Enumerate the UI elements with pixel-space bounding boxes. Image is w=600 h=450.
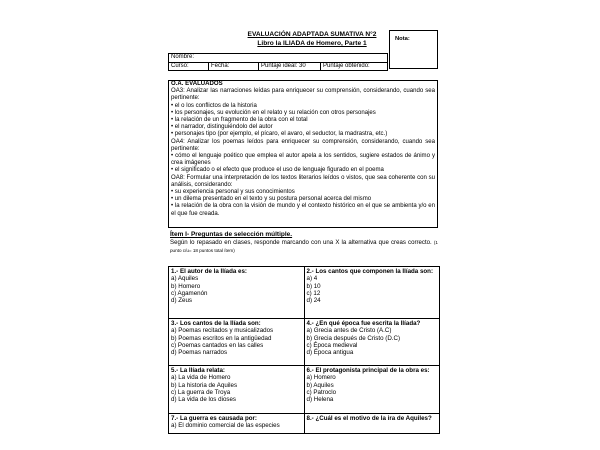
answer-option[interactable]: c) Patroclo (306, 388, 337, 396)
question-text: 5.- La Ilíada relata: (171, 367, 225, 374)
answer-option[interactable]: a) Grecia antes de Cristo (A.C) (306, 327, 392, 335)
course-label: Curso: (171, 62, 189, 69)
question-text: 3.- Los cantos de la Ilíada son: (171, 320, 261, 327)
obtained-score-label: Puntaje obtenido: (323, 62, 370, 69)
question-text: 2.- Los cantos que componen la Ilíada son: (306, 268, 434, 275)
name-label: Nombre: (171, 54, 195, 61)
grade-box[interactable] (389, 30, 438, 69)
exam-title: EVALUACIÓN ADAPTADA SUMATIVA N°2 (247, 31, 377, 38)
question-cell (304, 267, 440, 319)
answer-option[interactable]: a) El dominio comercial de las especies (171, 422, 280, 430)
objective-line: • el o los conflictos de la historia (171, 102, 257, 109)
question-cell (169, 414, 305, 434)
answer-option[interactable]: d) 24 (306, 297, 321, 305)
date-field[interactable] (209, 62, 259, 71)
answer-option[interactable]: a) 4 (306, 275, 318, 283)
question-text: 1.- El autor de la Ilíada es: (171, 268, 247, 275)
grade-label: Nota: (395, 36, 410, 42)
question-text: 6.- El protagonista principal de la obra es: (306, 367, 430, 374)
date-label: Fecha: (211, 62, 230, 69)
answer-option[interactable]: d) La vida de los dioses (171, 396, 237, 404)
question-text: 7.- La guerra es causada por: (171, 415, 257, 422)
answer-option[interactable]: a) Poemas recitados y musicalizados (171, 327, 274, 335)
answer-option[interactable]: c) Época medieval (306, 341, 358, 349)
objective-line: OA8: Formular una interpretación de los textos literarios leídos o vistos, que sea coherente con su análisis, considerando: (171, 174, 435, 188)
obtained-score-field[interactable] (321, 62, 388, 71)
question-text: 8.- ¿Cuál es el motivo de la ira de Aquiles? (306, 415, 432, 422)
question-cell (169, 319, 305, 366)
answer-option[interactable]: b) 10 (306, 282, 321, 290)
question-text: 4.- ¿En qué época fue escrita la Ilíada? (306, 320, 421, 327)
questions-table (168, 266, 440, 434)
answer-option[interactable]: d) Helena (306, 396, 334, 404)
objective-line: • el significado o el efecto que produce el uso de lenguaje figurado en el poema (171, 167, 384, 174)
objective-line: • la relación de un fragmento de la obra con el total (171, 117, 308, 124)
question-cell (304, 414, 440, 434)
points-note: (1 punto c/u= 18 puntos total ítem) (170, 240, 438, 253)
answer-option[interactable]: d) Época antigua (306, 349, 354, 357)
answer-option[interactable]: b) Homero (171, 282, 201, 290)
course-field[interactable] (169, 62, 209, 71)
question-cell (304, 319, 440, 366)
exam-subtitle: Libro la ILIADA de Homero, Parte 1 (257, 40, 367, 47)
section-instructions (170, 239, 438, 255)
ideal-score-label: Puntaje ideal: 30 (261, 62, 306, 69)
question-cell (304, 366, 440, 414)
objective-line: • la relación de la obra con la visión de mundo y el contexto histórico en el que se ambienta y/o en el que fue creada. (171, 203, 435, 217)
objective-line: OA3: Analizar las narraciones leídas para enriquecer su comprensión, considerando, cuando sea pertinente: (171, 88, 435, 102)
ideal-score-cell (259, 62, 321, 71)
student-info-table (168, 53, 388, 71)
answer-option[interactable]: c) Poemas cantados en las calles (171, 341, 264, 349)
objectives-box (168, 80, 438, 228)
answer-option[interactable]: b) Grecia después de Cristo (D.C) (306, 334, 401, 342)
objective-line: • cómo el lenguaje poético que emplea el autor apela a los sentidos, sugiere estados de ánimo y crea imágenes (171, 153, 435, 167)
name-field[interactable] (169, 54, 388, 63)
question-cell (169, 366, 305, 414)
objective-line: • un dilema presentado en el texto y su postura personal acerca del mismo (171, 196, 372, 203)
answer-option[interactable]: b) La historia de Aquiles (171, 381, 238, 389)
answer-option[interactable]: c) 12 (306, 289, 321, 297)
objective-line: • los personajes, su evolución en el relato y su relación con otros personajes (171, 109, 376, 116)
answer-option[interactable]: a) Aquiles (171, 275, 199, 283)
answer-option[interactable]: a) Homero (306, 374, 336, 382)
question-cell (169, 267, 305, 319)
answer-option[interactable]: c) La guerra de Troya (171, 388, 231, 396)
answer-option[interactable]: a) La vida de Homero (171, 374, 231, 382)
objective-line: OA4: Analizar los poemas leídos para enriquecer su comprensión, considerando, cuando sea pertinente: (171, 138, 435, 152)
answer-option[interactable]: b) Poemas escritos en la antigüedad (171, 334, 272, 342)
answer-option[interactable]: d) Zeus (171, 297, 192, 305)
objectives-heading: O.A. EVALUADOS (171, 81, 223, 87)
instruction-text: Según lo repasado en clases, responde marcando con una X la alternativa que creas correcto. (170, 239, 432, 246)
objective-line: • personajes tipo (por ejemplo, el pícaro, el avaro, el seductor, la madrastra, etc.) (171, 131, 388, 138)
section-title: Ítem I- Preguntas de selección múltiple. (170, 231, 293, 238)
objective-line: • su experiencia personal y sus conocimientos (171, 189, 295, 196)
answer-option[interactable]: d) Poemas narrados (171, 349, 228, 357)
objective-line: • el narrador, distinguiéndolo del autor (171, 124, 273, 131)
answer-option[interactable]: c) Agamenón (171, 289, 208, 297)
answer-option[interactable]: b) Aquiles (306, 381, 334, 389)
